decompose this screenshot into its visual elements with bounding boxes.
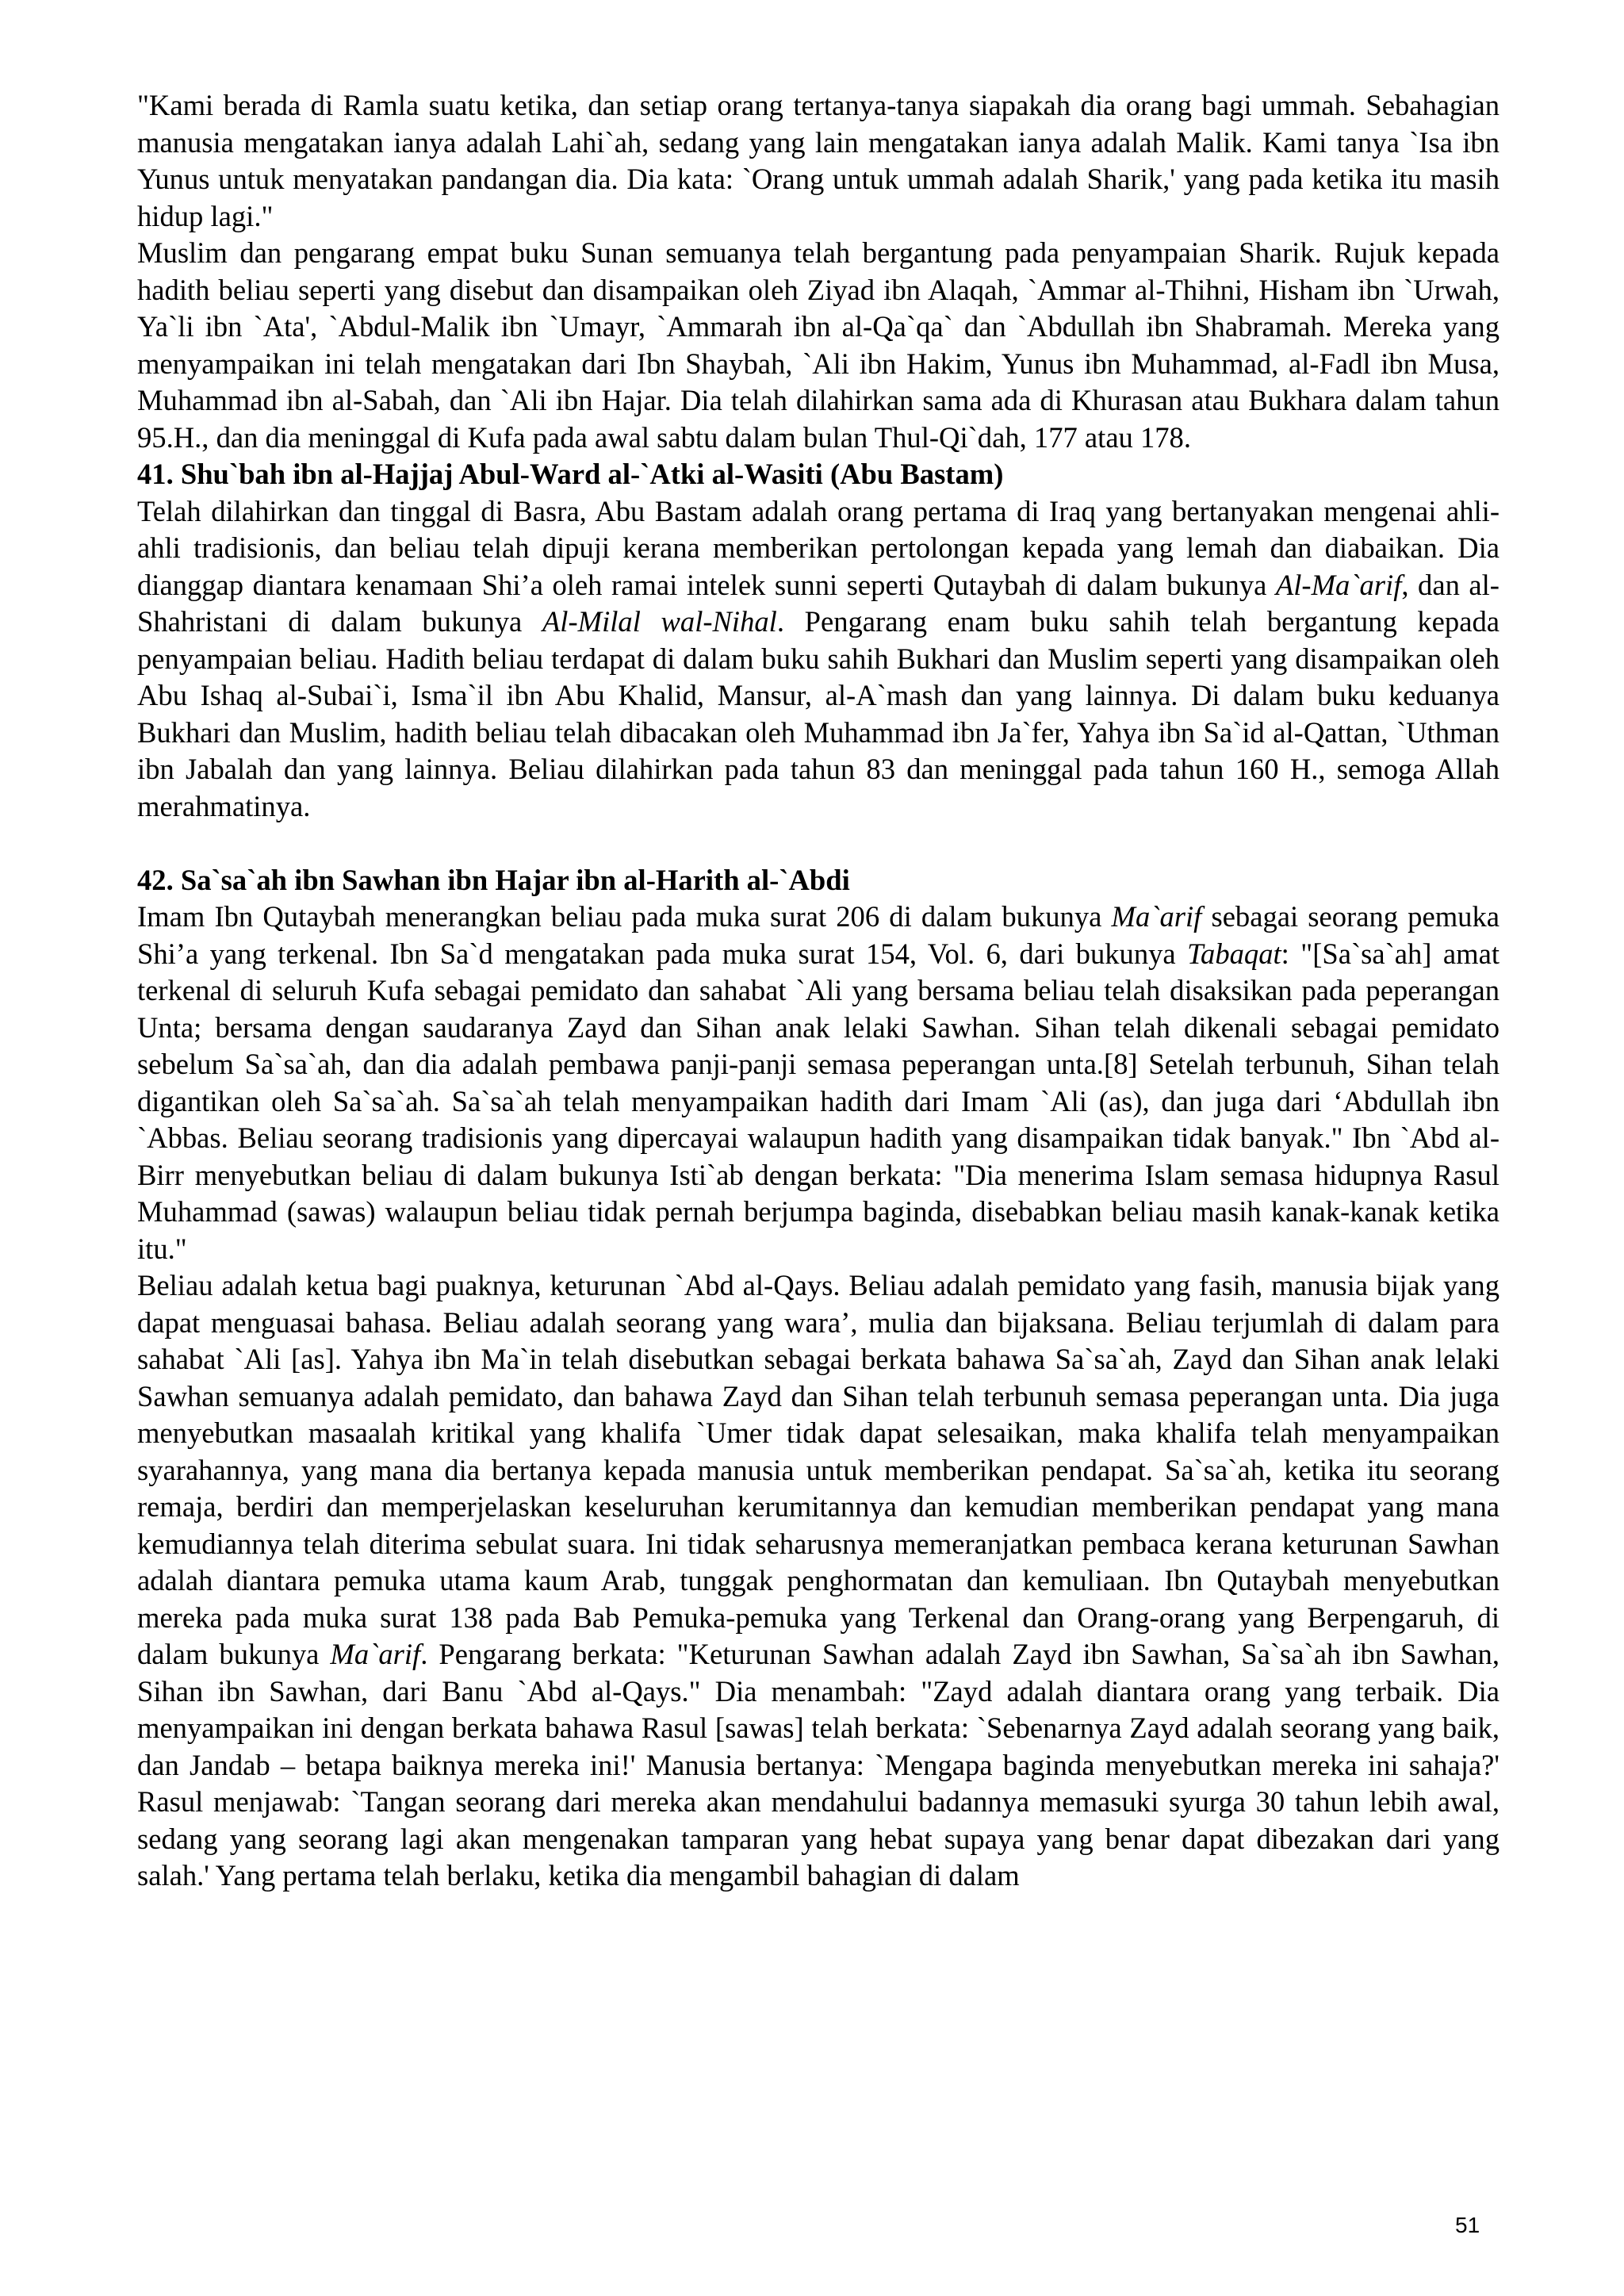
text-run: , dan al-Shahristani di dalam bukunya [137, 568, 1500, 638]
book-title: Al-Milal wal-Nihal [542, 605, 777, 638]
sharik-paragraph: Muslim dan pengarang empat buku Sunan semuanya telah bergantung pada penyampaian Sharik. Rujuk kepada hadith beliau seperti yang disebut dan disampaikan oleh Ziyad ibn Alaqah, `Ammar al-Thihni, Hisham ibn `Urwah, Ya`li ibn `Ata', `Abdul-Malik ibn `Umayr, `Ammarah ibn al-Qa`qa` dan `Abdullah ibn Shabramah. Mereka yang menyampaikan ini telah mengatakan dari Ibn Shaybah, `Ali ibn Hakim, Yunus ibn Muhammad, al-Fadl ibn Musa, Muhammad ibn al-Sabah, dan `Ali ibn Hajar. Dia telah dilahirkan sama ada di Khurasan atau Bukhara dalam tahun 95.H., dan dia meninggal di Kufa pada awal sabtu dalam bulan Thul-Qi`dah, 177 atau 178. [137, 236, 1500, 454]
book-title: Ma`arif [1111, 900, 1202, 933]
page-number: 51 [1455, 2213, 1480, 2237]
page-body [137, 87, 1500, 1895]
section-41-heading: 41. Shu`bah ibn al-Hajjaj Abul-Ward al-`Atki al-Wasiti (Abu Bastam) [137, 458, 1004, 490]
text-run: . Pengarang enam buku sahih telah bergantung kepada penyampaian beliau. Hadith beliau terdapat di dalam buku sahih Bukhari dan Muslim seperti yang disampaikan oleh Abu Ishaq al-Subai`i, Isma`il ibn Abu Khalid, Mansur, al-A`mash dan yang lainnya. Di dalam buku keduanya Bukhari dan Muslim, hadith beliau telah dibacakan oleh Muhammad ibn Ja`fer, Yahya ibn Sa`id al-Qattan, `Uthman ibn Jabalah dan yang lainnya. Beliau dilahirkan pada tahun 83 dan meninggal pada tahun 160 H., semoga Allah merahmatinya. [137, 605, 1500, 822]
section-42-paragraph-2 [137, 1267, 1500, 1895]
text-run: . Pengarang berkata: "Keturunan Sawhan adalah Zayd ibn Sawhan, Sa`sa`ah ibn Sawhan, Sihan ibn Sawhan, dari Banu `Abd al-Qays." Dia menambah: "Zayd adalah diantara orang yang terbaik. Dia menyampaikan ini dengan berkata bahawa Rasul [sawas] telah berkata: `Sebenarnya Zayd adalah seorang yang baik, dan Jandab – betapa baiknya mereka ini!' Manusia bertanya: `Mengapa baginda menyebutkan mereka ini sahaja?' Rasul menjawab: `Tangan seorang dari mereka akan mendahului badannya memasuki syurga 30 tahun lebih awal, sedang yang seorang lagi akan mengenakan tamparan yang hebat supaya yang benar dapat dibezakan dari yang salah.' Yang pertama telah berlaku, ketika dia mengambil bahagian di dalam [137, 1638, 1500, 1892]
text-run: Imam Ibn Qutaybah menerangkan beliau pada muka surat 206 di dalam bukunya [137, 900, 1112, 933]
book-title: Al-Ma`arif [1275, 568, 1402, 601]
text-run: Beliau adalah ketua bagi puaknya, keturunan `Abd al-Qays. Beliau adalah pemidato yang fasih, manusia bijak yang dapat menguasai bahasa. Beliau adalah seorang yang wara’, mulia dan bijaksana. Beliau terjumlah di dalam para sahabat `Ali [as]. Yahya ibn Ma`in telah disebutkan sebagai berkata bahawa Sa`sa`ah, Zayd dan Sihan anak lelaki Sawhan semuanya adalah pemidato, dan bahawa Zayd dan Sihan telah terbunuh semasa peperangan unta. Dia juga menyebutkan masaalah kritikal yang khalifa `Umer tidak dapat selesaikan, maka khalifa telah menyampaikan syarahannya, yang mana dia bertanya kepada manusia untuk memberikan pendapat. Sa`sa`ah, ketika itu seorang remaja, berdiri dan memperjelaskan keseluruhan kerumitannya dan kemudian memberikan pendapat yang mana kemudiannya telah diterima sebulat suara. Ini tidak seharusnya memeranjatkan pembaca kerana keturunan Sawhan adalah diantara pemuka utama kaum Arab, tunggak penghormatan dan kemuliaan. Ibn Qutaybah menyebutkan mereka pada muka surat 138 pada Bab Pemuka-pemuka yang Terkenal dan Orang-orang yang Berpengaruh, di dalam bukunya [137, 1269, 1500, 1670]
book-title: Tabaqat [1187, 937, 1281, 970]
quote-paragraph: "Kami berada di Ramla suatu ketika, dan setiap orang tertanya-tanya siapakah dia orang bagi ummah. Sebahagian manusia mengatakan ianya adalah Lahi`ah, sedang yang lain mengatakan ianya adalah Malik. Kami tanya `Isa ibn Yunus untuk menyatakan pandangan dia. Dia kata: `Orang untuk ummah adalah Sharik,' yang pada ketika itu masih hidup lagi." [137, 89, 1500, 232]
text-run: Telah dilahirkan dan tinggal di Basra, Abu Bastam adalah orang pertama di Iraq yang bertanyakan mengenai ahli-ahli tradisionis, dan beliau telah dipuji kerana memberikan pertolongan kepada yang lemah dan diabaikan. Dia dianggap diantara kenamaan Shi’a oleh ramai intelek sunni seperti Qutaybah di dalam bukunya [137, 494, 1500, 601]
section-42-paragraph-1 [137, 899, 1500, 1267]
section-42-heading: 42. Sa`sa`ah ibn Sawhan ibn Hajar ibn al-Harith al-`Abdi [137, 863, 850, 896]
book-title: Ma`arif [330, 1638, 421, 1670]
blank-line [137, 825, 1500, 862]
section-41-paragraph [137, 493, 1500, 826]
text-run: : "[Sa`sa`ah] amat terkenal di seluruh Kufa sebagai pemidato dan sahabat `Ali yang bersama beliau telah disaksikan pada peperangan Unta; bersama dengan saudaranya Zayd dan Sihan anak lelaki Sawhan. Sihan telah dikenali sebagai pemidato sebelum Sa`sa`ah, dan dia adalah pembawa panji-panji semasa peperangan unta.[8] Setelah terbunuh, Sihan telah digantikan oleh Sa`sa`ah. Sa`sa`ah telah menyampaikan hadith dari Imam `Ali (as), dan juga dari ‘Abdullah ibn `Abbas. Beliau seorang tradisionis yang dipercayai walaupun hadith yang disampaikan tidak banyak." Ibn `Abd al-Birr menyebutkan beliau di dalam bukunya Isti`ab dengan berkata: "Dia menerima Islam semasa hidupnya Rasul Muhammad (sawas) walaupun beliau tidak pernah berjumpa baginda, disebabkan beliau masih kanak-kanak ketika itu." [137, 937, 1500, 1265]
text-run: sebagai seorang pemuka Shi’a yang terkenal. Ibn Sa`d mengatakan pada muka surat 154, Vol. 6, dari bukunya [137, 900, 1500, 970]
